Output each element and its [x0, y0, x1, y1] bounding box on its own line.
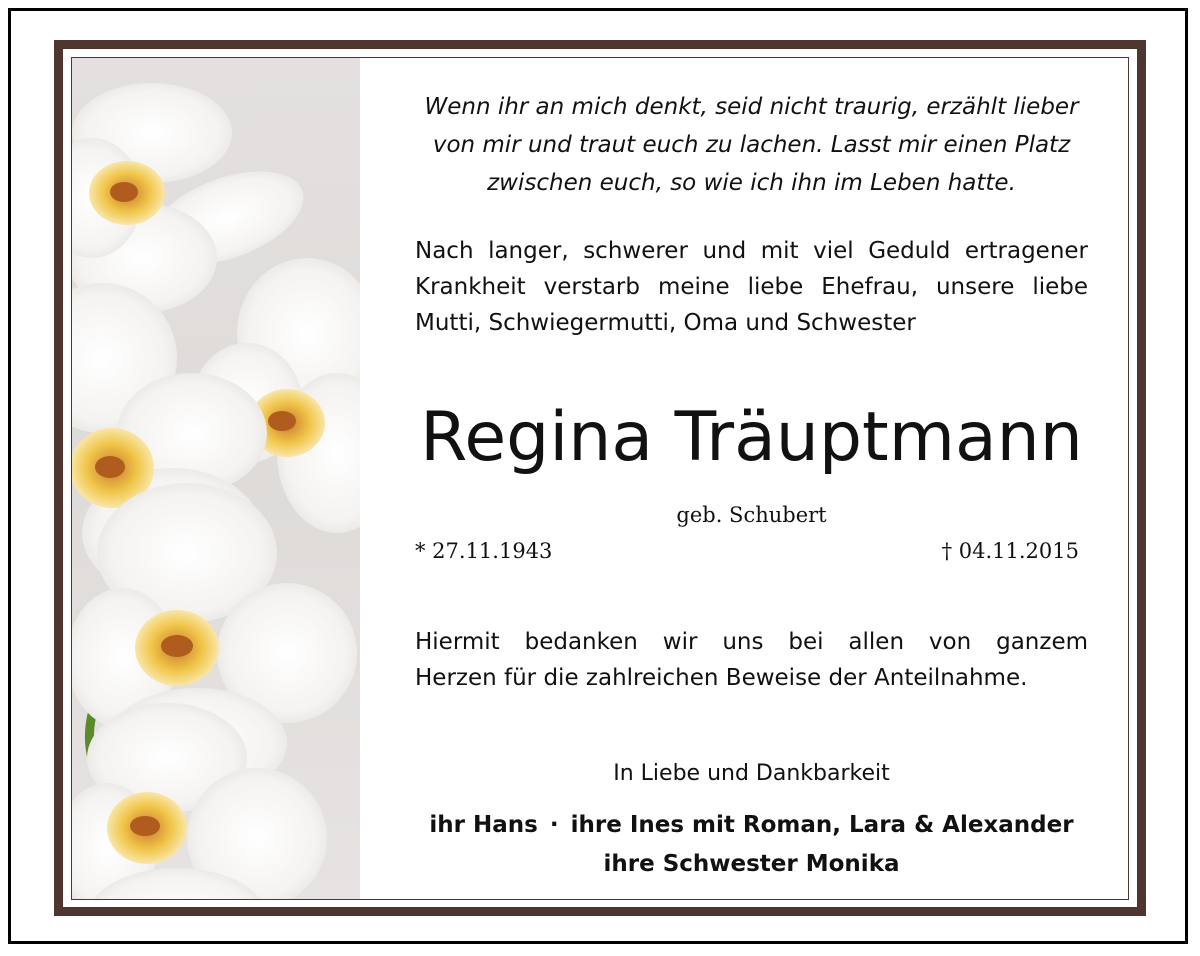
announcement-line: Nach langer, schwerer und mit viel Geduld ertragener [415, 238, 1088, 264]
thanks-text [415, 624, 1088, 696]
thanks-line: Hiermit bedanken wir uns bei allen von ganzem [415, 629, 1088, 655]
obituary-text [360, 58, 1128, 899]
signature-line-2: ihre Schwester Monika [603, 851, 900, 877]
maiden-name: geb. Schubert [676, 503, 827, 527]
death-date: † 04.11.2015 [941, 539, 1079, 563]
poem-line: Wenn ihr an mich denkt, seid nicht traurig, erzählt lieber [424, 94, 1079, 120]
deceased-name: Regina Träuptmann [420, 398, 1083, 477]
orchid-image-panel [72, 58, 360, 899]
separator-dot: · [549, 812, 559, 838]
poem-line: von mir und traut euch zu lachen. Lasst mir einen Platz [432, 132, 1071, 158]
white-orchids-icon [72, 58, 360, 899]
obituary-card [71, 57, 1129, 900]
poem-line: zwischen euch, so wie ich ihn im Leben hatte. [487, 170, 1016, 196]
thanks-line: Herzen für die zahlreichen Beweise der Anteilnahme. [415, 665, 1028, 691]
announcement-line: Mutti, Schwiegermutti, Oma und Schwester [415, 310, 916, 336]
closing-phrase: In Liebe und Dankbarkeit [613, 761, 890, 786]
death-announcement [415, 233, 1088, 341]
signature-line-1 [415, 808, 1088, 842]
signature-husband: ihr Hans [429, 812, 538, 838]
birth-date: * 27.11.1943 [415, 539, 553, 563]
announcement-line: Krankheit verstarb meine liebe Ehefrau, unsere liebe [415, 274, 1088, 300]
memorial-poem [415, 88, 1088, 202]
signature-daughter-family: ihre Ines mit Roman, Lara & Alexander [570, 812, 1074, 838]
